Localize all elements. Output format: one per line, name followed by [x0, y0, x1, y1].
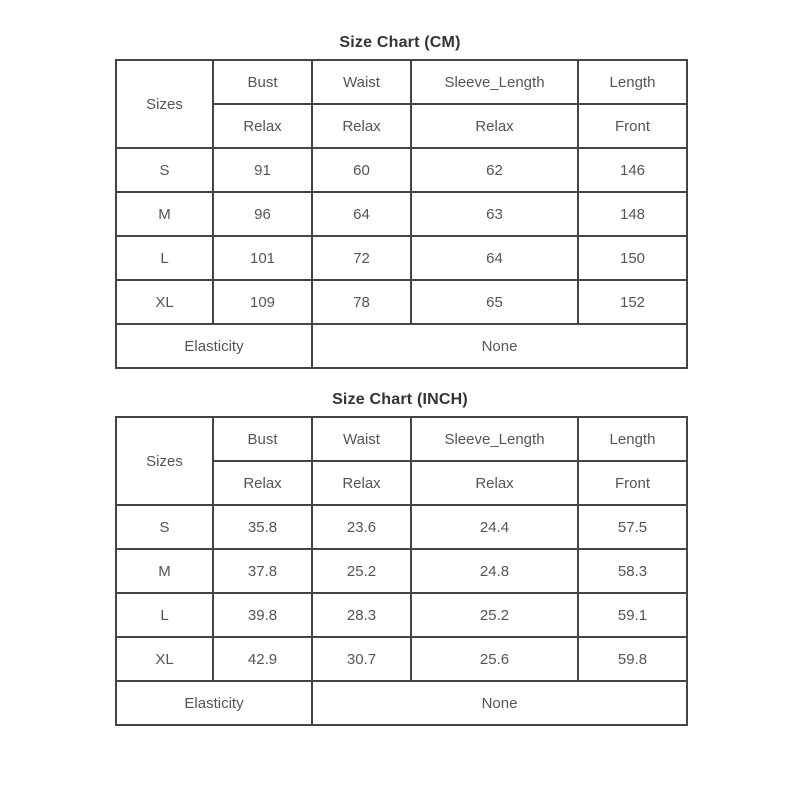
table-row: [116, 637, 687, 681]
sleeve-length-cell: 63: [411, 192, 578, 236]
waist-cell: 72: [312, 236, 411, 280]
waist-cell: 28.3: [312, 593, 411, 637]
sleeve-length-subheader: Relax: [411, 461, 578, 505]
size-cell: XL: [116, 280, 213, 324]
sleeve-length-cell: 25.2: [411, 593, 578, 637]
size-cell: L: [116, 236, 213, 280]
waist-cell: 60: [312, 148, 411, 192]
bust-header: Bust: [213, 60, 312, 104]
sleeve-length-subheader: Relax: [411, 104, 578, 148]
waist-cell: 30.7: [312, 637, 411, 681]
table-row: [116, 280, 687, 324]
elasticity-label: Elasticity: [116, 681, 312, 725]
sleeve-length-cell: 64: [411, 236, 578, 280]
elasticity-row: [116, 324, 687, 368]
bust-cell: 101: [213, 236, 312, 280]
length-cell: 59.8: [578, 637, 687, 681]
header-row: [116, 417, 687, 461]
bust-cell: 35.8: [213, 505, 312, 549]
size-cell: M: [116, 549, 213, 593]
waist-cell: 64: [312, 192, 411, 236]
length-cell: 152: [578, 280, 687, 324]
table-row: [116, 549, 687, 593]
waist-header: Waist: [312, 60, 411, 104]
waist-cell: 78: [312, 280, 411, 324]
table-row: [116, 192, 687, 236]
bust-header: Bust: [213, 417, 312, 461]
length-cell: 150: [578, 236, 687, 280]
sleeve-length-cell: 24.4: [411, 505, 578, 549]
waist-header: Waist: [312, 417, 411, 461]
sleeve-length-header: Sleeve_Length: [411, 417, 578, 461]
sleeve-length-cell: 25.6: [411, 637, 578, 681]
length-subheader: Front: [578, 461, 687, 505]
size-cell: S: [116, 148, 213, 192]
size-cell: XL: [116, 637, 213, 681]
length-cell: 146: [578, 148, 687, 192]
sizes-header: Sizes: [116, 417, 213, 505]
sleeve-length-cell: 62: [411, 148, 578, 192]
elasticity-label: Elasticity: [116, 324, 312, 368]
table-row: [116, 148, 687, 192]
bust-cell: 37.8: [213, 549, 312, 593]
bust-cell: 39.8: [213, 593, 312, 637]
bust-subheader: Relax: [213, 104, 312, 148]
waist-cell: 23.6: [312, 505, 411, 549]
length-header: Length: [578, 60, 687, 104]
size-chart-inch-table: [115, 416, 688, 726]
sleeve-length-header: Sleeve_Length: [411, 60, 578, 104]
size-cell: S: [116, 505, 213, 549]
size-chart-cm-title: Size Chart (CM): [339, 34, 461, 51]
length-cell: 58.3: [578, 549, 687, 593]
size-cell: M: [116, 192, 213, 236]
elasticity-row: [116, 681, 687, 725]
waist-subheader: Relax: [312, 104, 411, 148]
size-cell: L: [116, 593, 213, 637]
bust-cell: 96: [213, 192, 312, 236]
bust-cell: 91: [213, 148, 312, 192]
size-chart-cm-table: [115, 59, 688, 369]
length-header: Length: [578, 417, 687, 461]
length-cell: 148: [578, 192, 687, 236]
elasticity-value: None: [312, 324, 687, 368]
bust-cell: 109: [213, 280, 312, 324]
size-chart-inch-title: Size Chart (INCH): [332, 391, 468, 408]
length-cell: 59.1: [578, 593, 687, 637]
length-subheader: Front: [578, 104, 687, 148]
table-row: [116, 505, 687, 549]
header-row: [116, 60, 687, 104]
length-cell: 57.5: [578, 505, 687, 549]
bust-subheader: Relax: [213, 461, 312, 505]
waist-cell: 25.2: [312, 549, 411, 593]
sleeve-length-cell: 65: [411, 280, 578, 324]
table-row: [116, 593, 687, 637]
bust-cell: 42.9: [213, 637, 312, 681]
elasticity-value: None: [312, 681, 687, 725]
waist-subheader: Relax: [312, 461, 411, 505]
sleeve-length-cell: 24.8: [411, 549, 578, 593]
table-row: [116, 236, 687, 280]
sizes-header: Sizes: [116, 60, 213, 148]
